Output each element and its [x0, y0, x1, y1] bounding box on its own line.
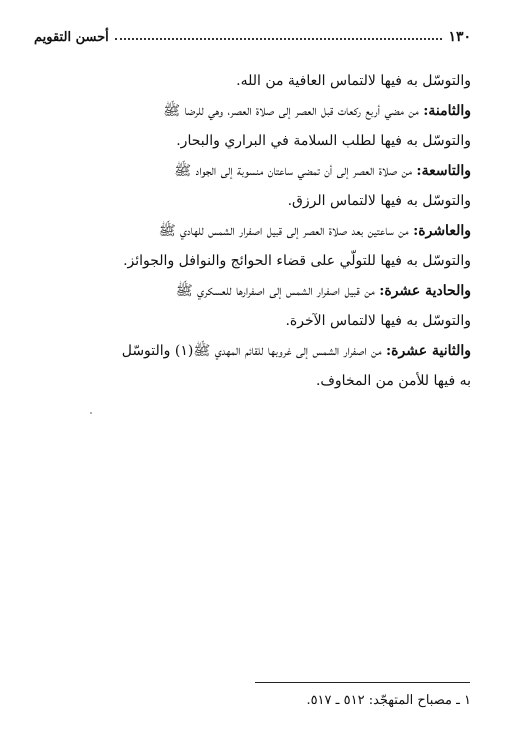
- item-label: والثانية عشرة:: [386, 343, 471, 359]
- running-title: أحسن التقويم: [34, 29, 109, 45]
- item-label: والثامنة:: [423, 103, 471, 119]
- item-line2: به فيها للأمن من المخاوف.: [315, 373, 471, 389]
- item-line1: من ساعتين بعد صلاة العصر إلى قبيل اصفرار الشمس للهادي ﷺ: [158, 223, 409, 239]
- hour-item-12: [34, 336, 471, 396]
- page-header: [34, 26, 471, 48]
- item-line1: من صلاة العصر إلى أن تمضي ساعتان منسوبة إلى الجواد ﷺ: [174, 163, 412, 179]
- item-label: والتاسعة:: [416, 163, 471, 179]
- scan-speck: [90, 412, 92, 414]
- hour-item-9: [34, 156, 471, 216]
- hour-item-8: [34, 96, 471, 156]
- item-line2: والتوسّل به فيها لطلب السلامة في البراري والبحار.: [176, 133, 471, 149]
- item-line1: من قبيل اصفرار الشمس إلى اصفرارها للعسكري ﷺ: [175, 283, 375, 299]
- page-number: ١٣٠: [448, 29, 471, 45]
- body-text: [34, 66, 471, 396]
- footnote: ١ ـ مصباح المتهجّد: ٥١٢ ـ ٥١٧.: [306, 693, 471, 708]
- item-line1: من اصفرار الشمس إلى غروبها للقائم المهدي ﷺ(١) والتوسّل: [121, 343, 382, 359]
- item-line2: والتوسّل به فيها لالتماس الآخرة.: [285, 313, 471, 329]
- hour-item-10: [34, 216, 471, 276]
- item-label: والعاشرة:: [413, 223, 471, 239]
- hour-item-11: [34, 276, 471, 336]
- footnote-divider: [255, 682, 470, 683]
- item-line2: والتوسّل به فيها للتولّي على قضاء الحوائج والنوافل والجوائز.: [123, 253, 471, 269]
- item-line2: والتوسّل به فيها لالتماس الرزق.: [287, 193, 471, 209]
- header-dotted-leader: [115, 38, 443, 40]
- item-line1: من مضي أربع ركعات قبل العصر إلى صلاة العصر، وهي للرضا ﷺ: [163, 103, 419, 119]
- item-label: والحادية عشرة:: [379, 283, 471, 299]
- intro-line: والتوسّل به فيها لالتماس العافية من الله.: [236, 73, 471, 89]
